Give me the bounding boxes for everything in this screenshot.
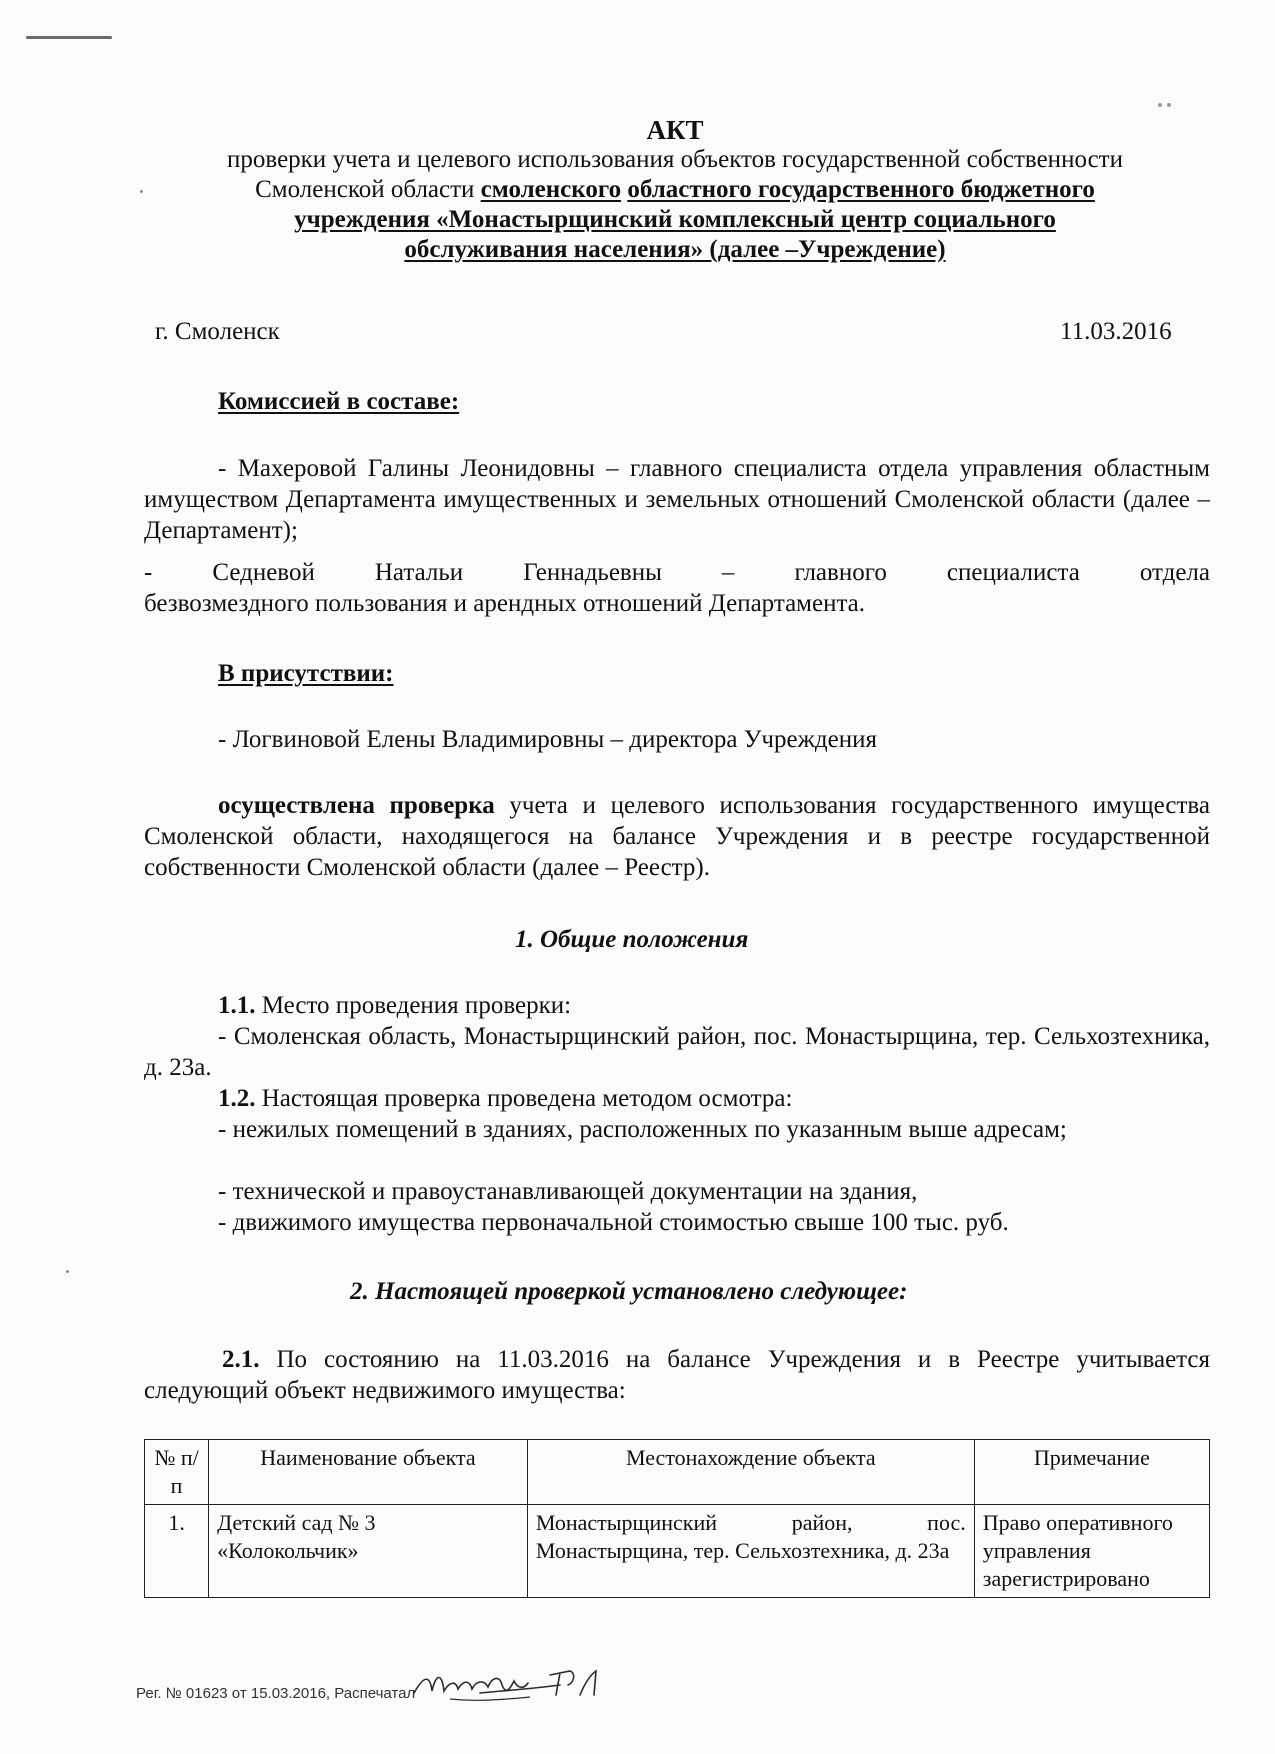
- cell-note: Право оперативного управления зарегистрировано: [974, 1505, 1209, 1598]
- item-1-1-number: 1.1.: [218, 992, 256, 1019]
- column-header-location: Местонахождение объекта: [527, 1440, 974, 1505]
- column-header-number: № п/п: [145, 1440, 209, 1505]
- place-of-issue: г. Смоленск: [155, 318, 280, 345]
- title-line-3: учреждения «Монастырщинский комплексный центр социального: [294, 206, 1056, 233]
- title-line-4: обслуживания населения» (далее –Учреждение): [404, 236, 946, 263]
- registration-note: Рег. № 01623 от 15.03.2016, Распечатал: [136, 1685, 416, 1702]
- item-1-2-bullet-2: - технической и правоустанавливающей документации на здания,: [218, 1178, 918, 1205]
- scan-artifact-dots: [1158, 94, 1176, 98]
- document-date: 11.03.2016: [1060, 318, 1172, 345]
- scan-speck: [66, 1270, 69, 1273]
- item-2-1-number: 2.1.: [222, 1346, 260, 1373]
- check-paragraph: [144, 790, 1210, 883]
- item-1-2-number: 1.2.: [218, 1085, 256, 1112]
- title-line-2-bold-2: областного государственного бюджетного: [627, 176, 1095, 203]
- item-1-1: [218, 990, 571, 1021]
- objects-table: [144, 1439, 1210, 1598]
- commission-member-2-line-2: безвозмездного пользования и арендных отношений Департамента.: [144, 590, 866, 617]
- commission-member-2: [144, 557, 1210, 619]
- cell-object-name: Детский сад № 3 «Колокольчик»: [209, 1505, 528, 1598]
- cell-location: Монастырщинский район, пос. Монастырщина, тер. Сельхозтехника, д. 23а: [527, 1505, 974, 1598]
- commission-member-2-line-1: - Седневой Натальи Геннадьевны – главного специалиста отдела: [144, 559, 1210, 586]
- item-1-2: [218, 1083, 792, 1114]
- title-line-1: проверки учета и целевого использования объектов государственной собственности: [227, 146, 1123, 173]
- title-line-2: [140, 175, 1210, 205]
- document-title: [140, 115, 1210, 265]
- section-2-heading: 2. Настоящей проверкой установлено следующее:: [350, 1278, 908, 1305]
- item-1-2-bullet-3: - движимого имущества первоначальной стоимостью свыше 100 тыс. руб.: [218, 1209, 1009, 1236]
- check-text: учета и целевого использования государственного имущества Смоленской области, находящегося на балансе Учреждения и в реестре государственной собственности Смоленской области (далее – Реестр).: [144, 792, 1210, 881]
- item-2-1: [144, 1344, 1210, 1406]
- commission-heading: Комиссией в составе:: [218, 388, 460, 415]
- title-line-2-bold: смоленского: [480, 176, 622, 203]
- column-header-note: Примечание: [974, 1440, 1209, 1505]
- column-header-object-name: Наименование объекта: [209, 1440, 528, 1505]
- item-1-1-text: Место проведения проверки:: [255, 992, 572, 1019]
- item-1-2-bullet-1: - нежилых помещений в зданиях, расположенных по указанным выше адресам;: [218, 1116, 1067, 1143]
- item-2-1-text: По состоянию на 11.03.2016 на балансе Учреждения и в Реестре учитывается следующий объект недвижимого имущества:: [144, 1346, 1210, 1404]
- table-row: [145, 1505, 1210, 1598]
- presence-person: - Логвиновой Елены Владимировны – директора Учреждения: [218, 726, 877, 753]
- item-1-1-address: - Смоленская область, Монастырщинский район, пос. Монастырщина, тер. Сельхозтехника, д. 23а.: [144, 1023, 1210, 1081]
- section-1-heading: 1. Общие положения: [515, 926, 749, 953]
- handwritten-signature: [410, 1655, 610, 1715]
- table-header-row: [145, 1440, 1210, 1505]
- check-lead: осуществлена проверка: [218, 792, 495, 819]
- scan-artifact-mark: [26, 36, 112, 39]
- presence-heading: В присутствии:: [218, 660, 394, 687]
- commission-member-1: - Махеровой Галины Леонидовны – главного специалиста отдела управления областным имуществом Департамента имущественных и земельных отношений Смоленской области (далее – Департамент);: [144, 455, 1210, 544]
- item-1-2-text: Настоящая проверка проведена методом осмотра:: [255, 1085, 793, 1112]
- act-heading: АКТ: [646, 115, 704, 145]
- cell-number: 1.: [145, 1505, 209, 1598]
- title-line-2-plain: Смоленской области: [255, 176, 481, 203]
